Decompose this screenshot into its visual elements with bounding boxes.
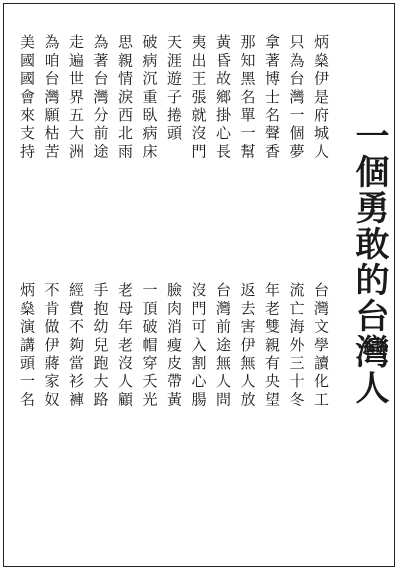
poem-line-7-top: 天涯遊子捲頭 [165,34,183,144]
poem-line-12-bottom: 不肯做伊蔣家奴 [42,282,61,410]
poem-line-10-top: 為著台灣分前途 [91,34,110,162]
poem-line-4-bottom: 返去害伊無人放 [238,282,257,410]
poem-line-8-bottom: 一頂破帽穿夭光 [140,282,159,410]
poem-line-5-bottom: 台灣前途無人問 [214,282,232,410]
poem-line-11-top: 走遍世界五大洲 [67,34,85,162]
poem-line-2-top: 只為台灣一個夢 [287,34,306,162]
poem-line-1-bottom: 台灣文學讀化工 [312,282,330,410]
poem-line-13-bottom: 炳燊演講頭一名 [18,282,36,410]
poem-line-13-top: 美國國會來支持 [18,34,36,162]
poem-line-7-bottom: 臉肉消瘦皮帶黃 [165,282,183,410]
poem-line-12-top: 為咱台灣願枯苦 [42,34,61,162]
poem-line-6-top: 夷出王張就沒門 [189,34,208,162]
poem-line-2-bottom: 流亡海外三十冬 [287,282,306,410]
poem-line-5-top: 黃昏故鄉掛心長 [214,34,232,162]
poem-line-9-bottom: 老母年老沒人顧 [116,282,134,410]
poem-line-8-top: 破病沉重臥病床 [140,34,159,162]
poem-line-10-bottom: 手抱幼兒跑大路 [91,282,110,410]
poem-line-11-bottom: 經費不夠當衫褲 [67,282,85,410]
poem-line-6-bottom: 沒門可入割心腸 [189,282,208,410]
poem-line-9-top: 思親情淚西北雨 [116,34,134,162]
poem-title: 一個勇敢的台灣人 [349,118,389,406]
poem-line-4-top: 那知黑名單一幫 [238,34,257,162]
poem-line-3-bottom: 年老雙親有央望 [263,282,281,410]
poem-line-1-top: 炳燊伊是府城人 [312,34,330,162]
poem-line-3-top: 拿著博士名聲香 [263,34,281,162]
